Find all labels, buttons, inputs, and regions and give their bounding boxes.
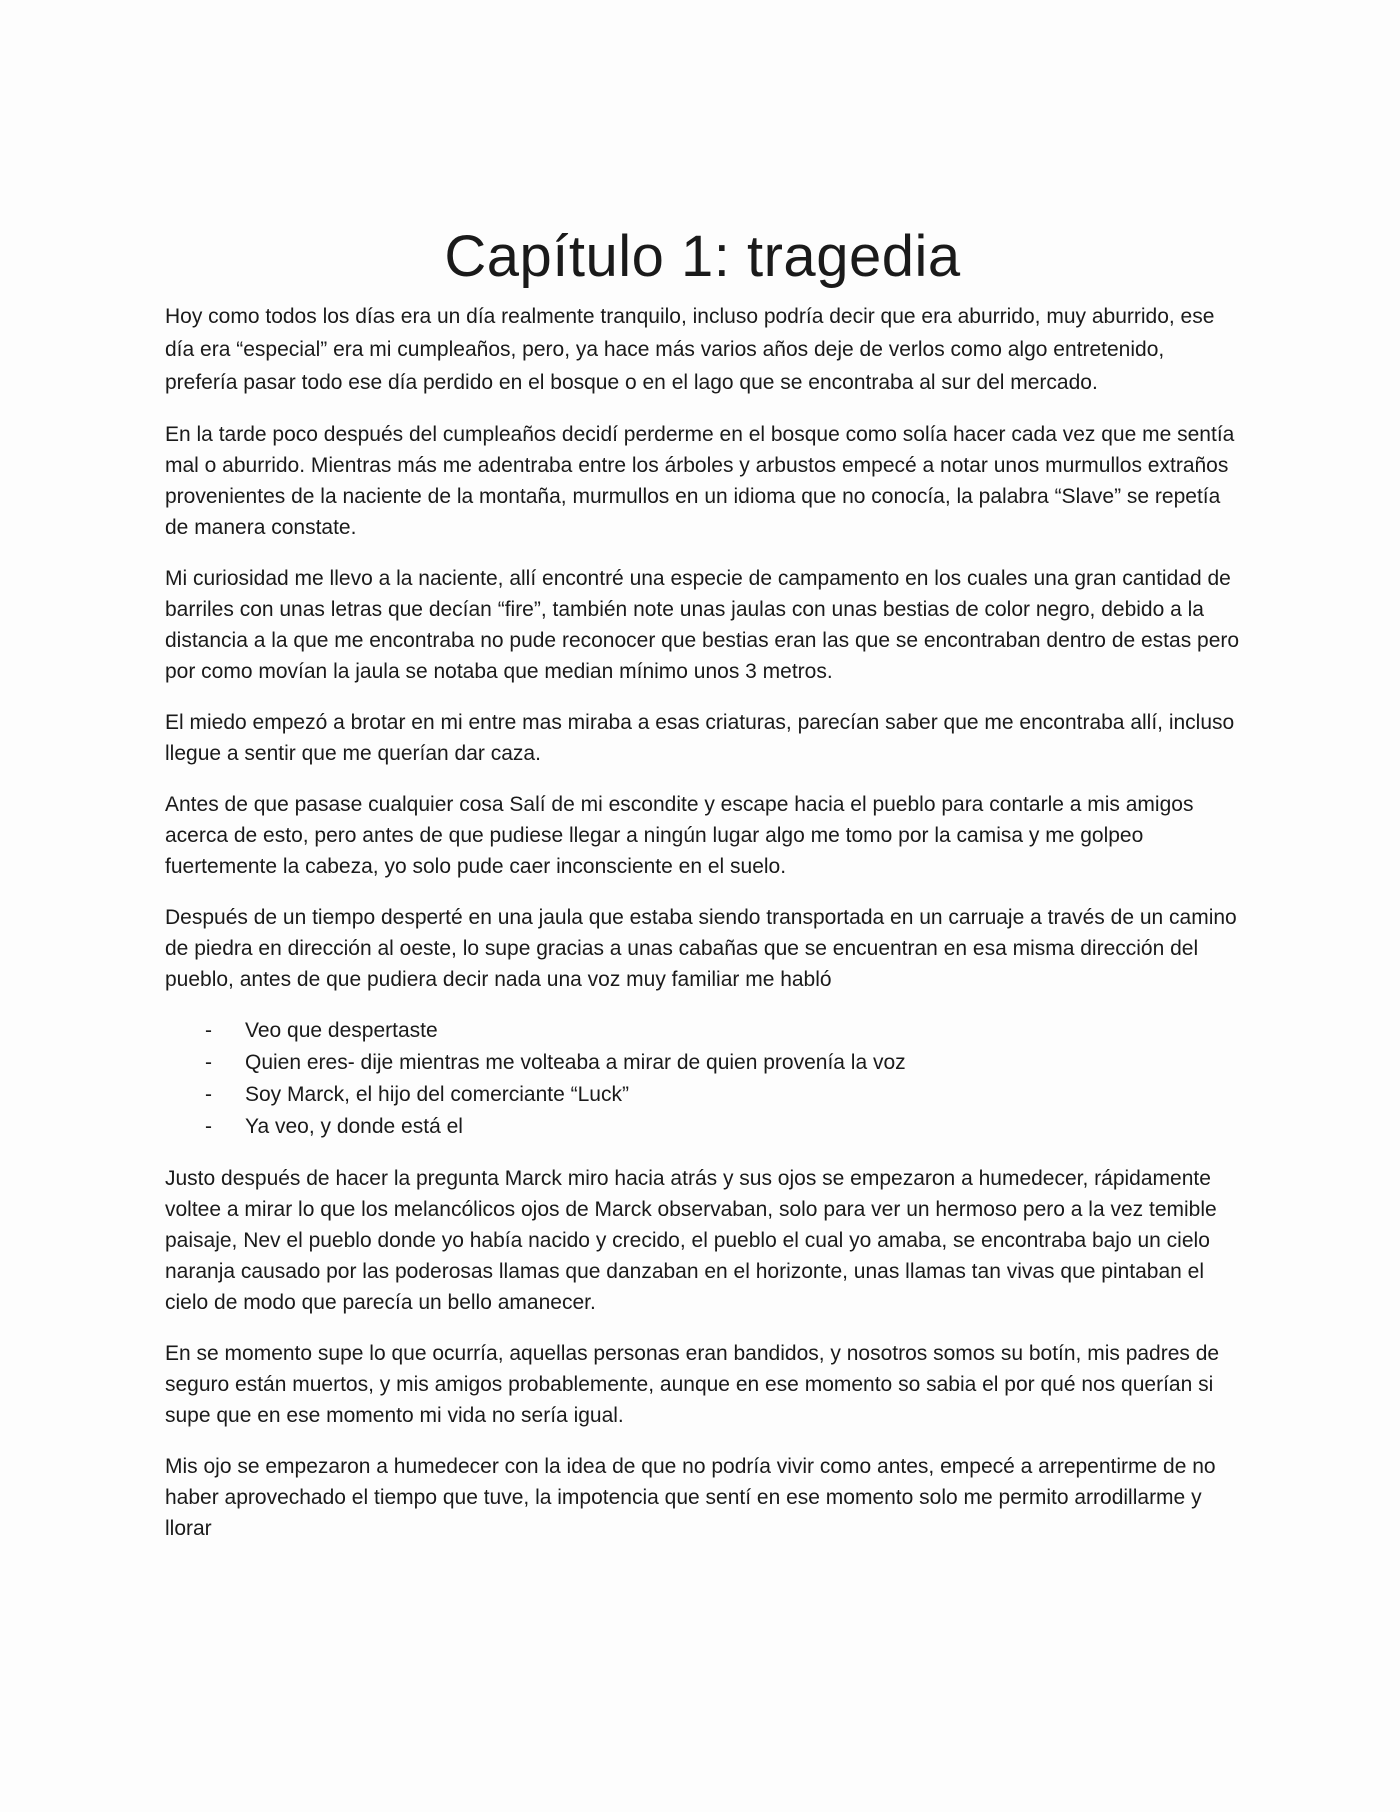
document-body: [165, 222, 1240, 1564]
paragraph: Antes de que pasase cualquier cosa Salí de mi escondite y escape hacia el pueblo para contarle a mis amigos acerca de esto, pero antes de que pudiese llegar a ningún lugar algo me tomo por la camisa y me golpeo fuertemente la cabeza, yo solo pude caer inconsciente en el suelo.: [165, 793, 1194, 878]
dialogue-line: [205, 1111, 1240, 1143]
dialogue-dash: -: [205, 1083, 212, 1106]
dialogue-dash: -: [205, 1051, 212, 1074]
dialogue-line: [205, 1079, 1240, 1111]
paragraph: Mi curiosidad me llevo a la naciente, allí encontré una especie de campamento en los cuales una gran cantidad de barriles con unas letras que decían “fire”, también note unas jaulas con unas bestias de color negro, debido a la distancia a la que me encontraba no pude reconocer que bestias eran las que se encontraban dentro de estas pero por como movían la jaula se notaba que median mínimo unos 3 metros.: [165, 567, 1240, 683]
dialogue-line: [205, 1047, 1240, 1079]
dialogue-text: Veo que despertaste: [245, 1019, 438, 1042]
dialogue-dash: -: [205, 1115, 212, 1138]
paragraph: Hoy como todos los días era un día realmente tranquilo, incluso podría decir que era aburrido, muy aburrido, ese día era “especial” era mi cumpleaños, pero, ya hace más varios años deje de verlos como algo entretenido, prefería pasar todo ese día perdido en el bosque o en el lago que se encontraba al sur del mercado.: [165, 305, 1215, 394]
dialogue-list: [165, 1015, 1240, 1143]
dialogue-text: Quien eres- dije mientras me volteaba a mirar de quien provenía la voz: [245, 1051, 906, 1074]
dialogue-text: Soy Marck, el hijo del comerciante “Luck”: [245, 1083, 629, 1106]
paragraph: Justo después de hacer la pregunta Marck miro hacia atrás y sus ojos se empezaron a humedecer, rápidamente voltee a mirar lo que los melancólicos ojos de Marck observaban, solo para ver un hermoso pero a la vez temible paisaje, Nev el pueblo donde yo había nacido y crecido, el pueblo el cual yo amaba, se encontraba bajo un cielo naranja causado por las poderosas llamas que danzaban en el horizonte, unas llamas tan vivas que pintaban el cielo de modo que parecía un bello amanecer.: [165, 1167, 1217, 1314]
paragraph: En la tarde poco después del cumpleaños decidí perderme en el bosque como solía hacer cada vez que me sentía mal o aburrido. Mientras más me adentraba entre los árboles y arbustos empecé a notar unos murmullos extraños provenientes de la naciente de la montaña, murmullos en un idioma que no conocía, la palabra “Slave” se repetía de manera constate.: [165, 423, 1235, 539]
dialogue-dash: -: [205, 1019, 212, 1042]
paragraph: El miedo empezó a brotar en mi entre mas miraba a esas criaturas, parecían saber que me encontraba allí, incluso llegue a sentir que me querían dar caza.: [165, 711, 1235, 765]
dialogue-line: [205, 1015, 1240, 1047]
paragraph: Mis ojo se empezaron a humedecer con la idea de que no podría vivir como antes, empecé a arrepentirme de no haber aprovechado el tiempo que tuve, la impotencia que sentí en ese momento solo me permito arrodillarme y llorar: [165, 1455, 1216, 1540]
paragraph: En se momento supe lo que ocurría, aquellas personas eran bandidos, y nosotros somos su botín, mis padres de seguro están muertos, y mis amigos probablemente, aunque en ese momento so sabia el por qué nos querían si supe que en ese momento mi vida no sería igual.: [165, 1342, 1220, 1427]
dialogue-text: Ya veo, y donde está el: [245, 1115, 463, 1138]
paragraph: Después de un tiempo desperté en una jaula que estaba siendo transportada en un carruaje a través de un camino de piedra en dirección al oeste, lo supe gracias a unas cabañas que se encuentran en esa misma dirección del pueblo, antes de que pudiera decir nada una voz muy familiar me habló: [165, 906, 1237, 991]
chapter-title: Capítulo 1: tragedia: [444, 224, 961, 289]
